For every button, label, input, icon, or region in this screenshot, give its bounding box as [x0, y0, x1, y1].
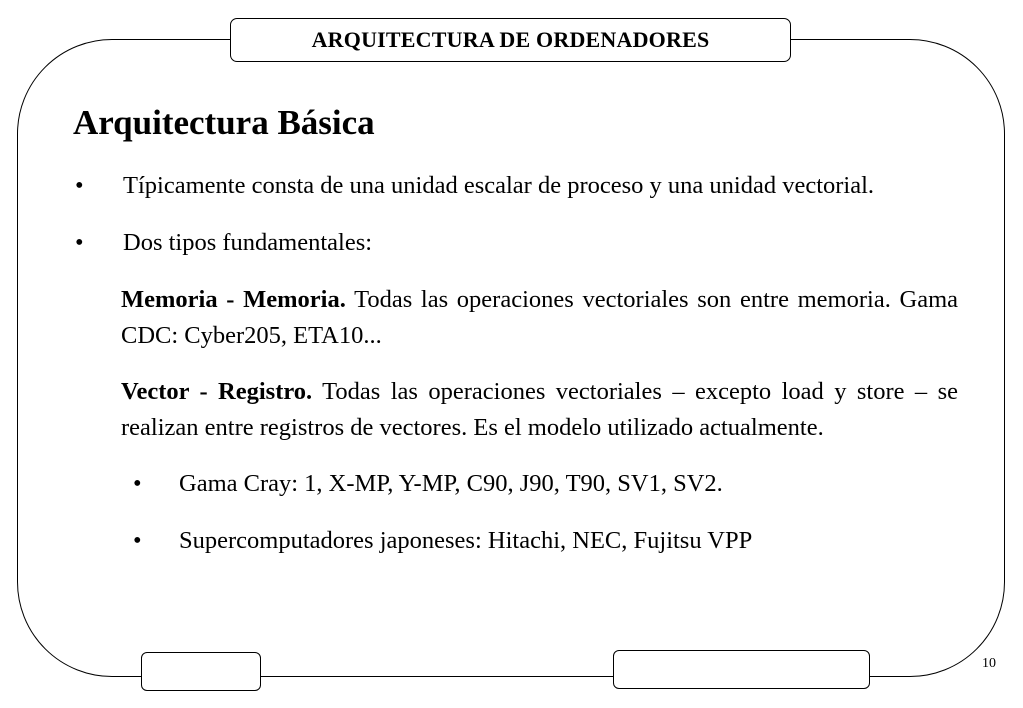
slide-title: Arquitectura Básica: [73, 103, 375, 142]
header-title-box: [230, 18, 791, 62]
bullet-item: [73, 168, 958, 204]
bullet-item: [73, 225, 958, 261]
bullet-text: Dos tipos fundamentales:: [123, 229, 373, 256]
header-title: ARQUITECTURA DE ORDENADORES: [311, 27, 710, 52]
sub-bullet-text: Gama Cray: 1, X-MP, Y-MP, C90, J90, T90, SV1, SV2.: [179, 470, 723, 497]
sub-bullet-text: Supercomputadores japoneses: Hitachi, NEC, Fujitsu VPP: [179, 527, 753, 554]
bullet-dot: •: [133, 470, 142, 497]
bullet-text: Típicamente consta de una unidad escalar de proceso y una unidad vectorial.: [123, 172, 875, 199]
bullet-dot: •: [75, 172, 84, 199]
bullet-dot: •: [75, 229, 84, 256]
definition-vector-registro: [121, 374, 958, 446]
definition-text: Todas las operaciones vectoriales son entre memoria. Gama CDC: Cyber205, ETA10...: [121, 286, 958, 349]
sub-bullet-item: [121, 466, 958, 502]
sub-bullet-item: [121, 523, 958, 559]
definition-term: Vector - Registro.: [121, 378, 313, 405]
definition-memoria-memoria: [121, 282, 958, 354]
slide-content: [73, 168, 958, 580]
page-number: 10: [982, 656, 996, 671]
footer-right-box: [613, 650, 870, 689]
bullet-dot: •: [133, 527, 142, 554]
footer-left-box: [141, 652, 261, 691]
definition-term: Memoria - Memoria.: [121, 286, 346, 313]
definition-text: Todas las operaciones vectoriales – excepto load y store – se realizan entre registros de vectores. Es el modelo utilizado actualmente.: [121, 378, 958, 441]
